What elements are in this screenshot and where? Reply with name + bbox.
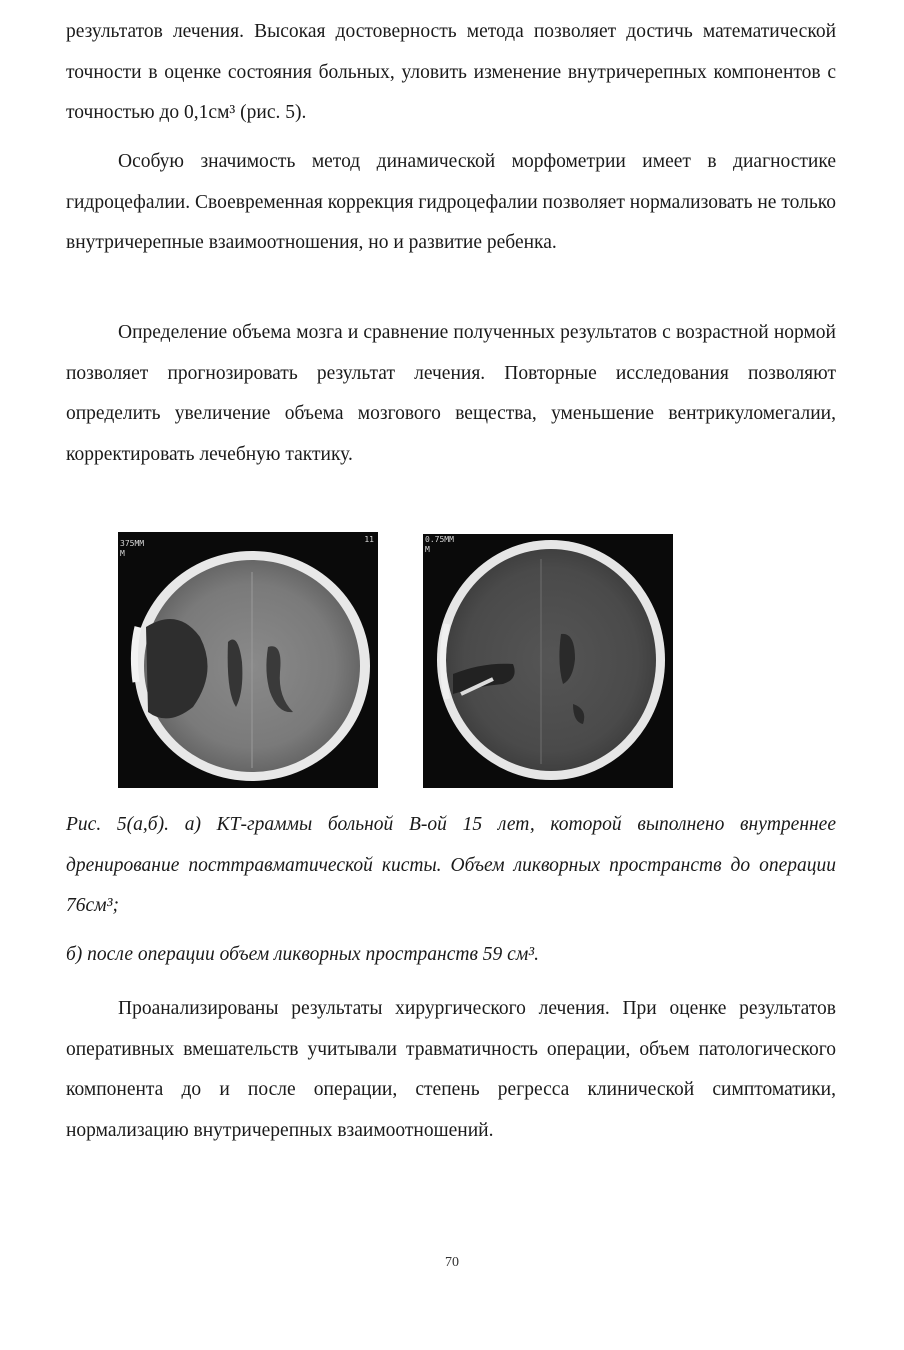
paragraph-1: результатов лечения. Высокая достоверность метода позволяет достичь математической точности в оценке состояния больных, уловить изменение внутричерепных компонентов с точностью до 0,1см³ (рис. 5). <box>66 21 836 123</box>
ct-scan-a-sublabel: M <box>120 549 125 558</box>
ct-scan-image-a <box>118 532 378 788</box>
ct-scan-a-label: 375MM <box>120 539 145 548</box>
paragraph-3: Определение объема мозга и сравнение полученных результатов с возрастной нормой позволяет прогнозировать результат лечения. Повторные исследования позволяют определить увеличение объема мозгового вещества, уменьшение вентрикуломегалии, корректировать лечебную тактику. <box>66 322 836 465</box>
ct-scan-b-sublabel: M <box>425 545 430 554</box>
paragraph-2: Особую значимость метод динамической морфометрии имеет в диагностике гидроцефалии. Своевременная коррекция гидроцефалии позволяет нормализовать не только внутричерепные взаимоотношения, но и развитие ребенка. <box>66 151 836 253</box>
ct-scan-b-graphic <box>423 534 673 788</box>
ct-scan-image-b <box>423 534 673 788</box>
figure-caption-b: б) после операции объем ликворных пространств 59 см³. <box>66 944 539 965</box>
ct-scan-a-graphic <box>118 532 378 788</box>
paragraph-4: Проанализированы результаты хирургического лечения. При оценке результатов оперативных вмешательств учитывали травматичность операции, объем патологического компонента до и после операции, степень регресса клинической симптоматики, нормализацию внутричерепных взаимоотношений. <box>66 998 836 1141</box>
ct-scan-a-corner-label: 11 <box>364 535 374 544</box>
ct-scan-b-label: 0.75MM <box>425 535 454 544</box>
page-number: 70 <box>445 1255 459 1270</box>
figure-caption-a: Рис. 5(а,б). а) КТ-граммы больной В-ой 15 лет, которой выполнено внутреннее дренирование посттравматической кисты. Объем ликворных пространств до операции 76см³; <box>66 814 836 916</box>
